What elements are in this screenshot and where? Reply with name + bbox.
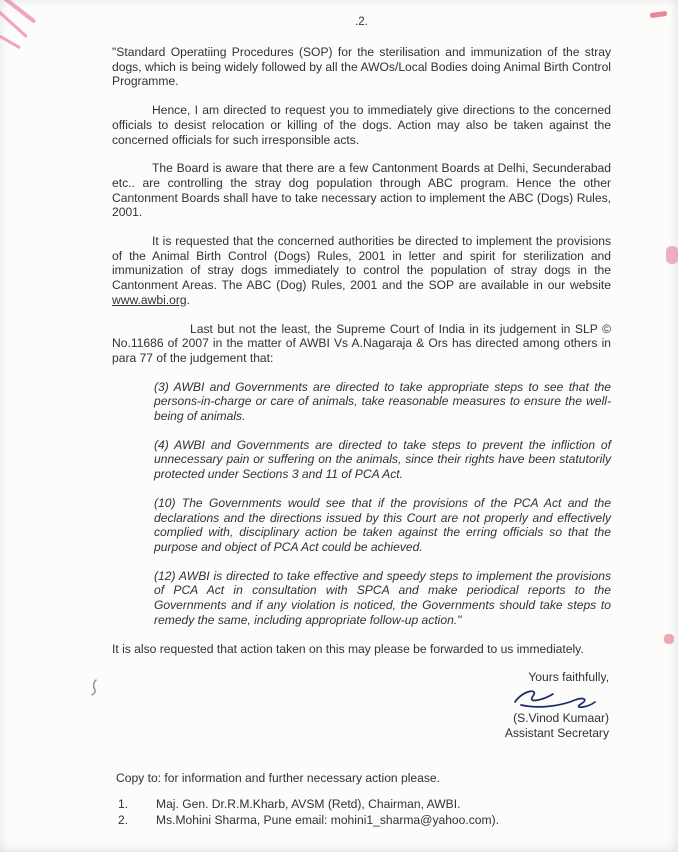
judgement-quote-10: (10) The Governments would see that if the provisions of the PCA Act and the declarations and the directions issued by this Court are not properly and effectively complied with, disciplinary action be taken against the erring officials so that the purpose and object of PCA Act could be achieved.: [154, 495, 611, 554]
page-number: .2.: [355, 16, 368, 28]
judgement-quote-3: (3) AWBI and Governments are directed to take appropriate steps to see that the persons-in-charge or care of animals, take reasonable measures to ensure the well-being of animals.: [154, 379, 611, 424]
scan-artifact-right-edge-lower: [664, 634, 674, 644]
valediction: Yours faithfully,: [528, 670, 609, 685]
pencil-mark: [88, 678, 102, 701]
paragraph-requested-text: It is requested that the concerned authorities be directed to implement the provisions of the Animal Birth Control (Dogs) Rules, 2001 in letter and spirit for sterilization and immunization of stray dogs immediately to control the population of stray dogs in the Cantonment Areas. The ABC (Dog) Rules, 2001 and the SOP are available in our website: [112, 234, 611, 293]
judgement-quote-4: (4) AWBI and Governments are directed to take steps to prevent the infliction of unnecessary pain or suffering on the animals, since their rights have been statutorily protected under Sections 3 and 11 of PCA Act.: [154, 437, 611, 482]
paragraph-hence: Hence, I am directed to request you to immediately give directions to the concerned officials to desist relocation or killing of the dogs. Action may also be taken against the concerned officials for such irresponsible acts.: [112, 103, 611, 147]
copy-item-text: Ms.Mohini Sharma, Pune email: mohini1_sharma@yahoo.com).: [156, 812, 499, 827]
scan-artifact-top-right: [650, 11, 668, 18]
scan-artifact-right-edge: [666, 246, 678, 264]
signatory-title: Assistant Secretary: [504, 726, 609, 741]
paragraph-board: The Board is aware that there are a few Cantonment Boards at Delhi, Secunderabad etc.. are controlling the stray dog population through ABC program. Hence the other Cantonment Boards shall have to take necessary action to implement the ABC (Dogs) Rules, 2001.: [112, 161, 611, 220]
closing-request: It is also requested that action taken on this may please be forwarded to us immediately.: [112, 641, 584, 656]
copy-to-heading: Copy to: for information and further necessary action please.: [116, 771, 441, 786]
paragraph-requested: [112, 234, 611, 308]
copy-item: [118, 813, 611, 829]
copy-item: [118, 797, 611, 813]
judgement-quote-12: (12) AWBI is directed to take effective and speedy steps to implement the provisions of PCA Act in consultation with SPCA and make periodical reports to the Governments and if any violation is noticed, the Governments should take steps to remedy the same, including appropriate follow-up action.": [154, 568, 611, 627]
copy-item-number: 1.: [118, 797, 129, 812]
copy-to-list: [112, 797, 611, 828]
signatory-name: (S.Vinod Kumaar): [513, 711, 609, 726]
copy-item-text: Maj. Gen. Dr.R.M.Kharb, AVSM (Retd), Chairman, AWBI.: [156, 797, 461, 812]
paragraph-sop: "Standard Operatiing Procedures (SOP) for the sterilisation and immunization of the stray dogs, which is being widely followed by all the AWOs/Local Bodies doing Animal Birth Control Programme.: [112, 45, 611, 89]
paragraph-supreme-court: Last but not the least, the Supreme Court of India in its judgement in SLP © No.11686 of 2007 in the matter of AWBI Vs A.Nagaraja & Ors has directed among others in para 77 of the judgement that:: [112, 321, 611, 365]
website-link[interactable]: www.awbi.org: [112, 292, 187, 307]
copy-item-number: 2.: [118, 812, 129, 827]
paragraph-requested-period: .: [186, 292, 190, 307]
signature-block: [112, 670, 611, 741]
